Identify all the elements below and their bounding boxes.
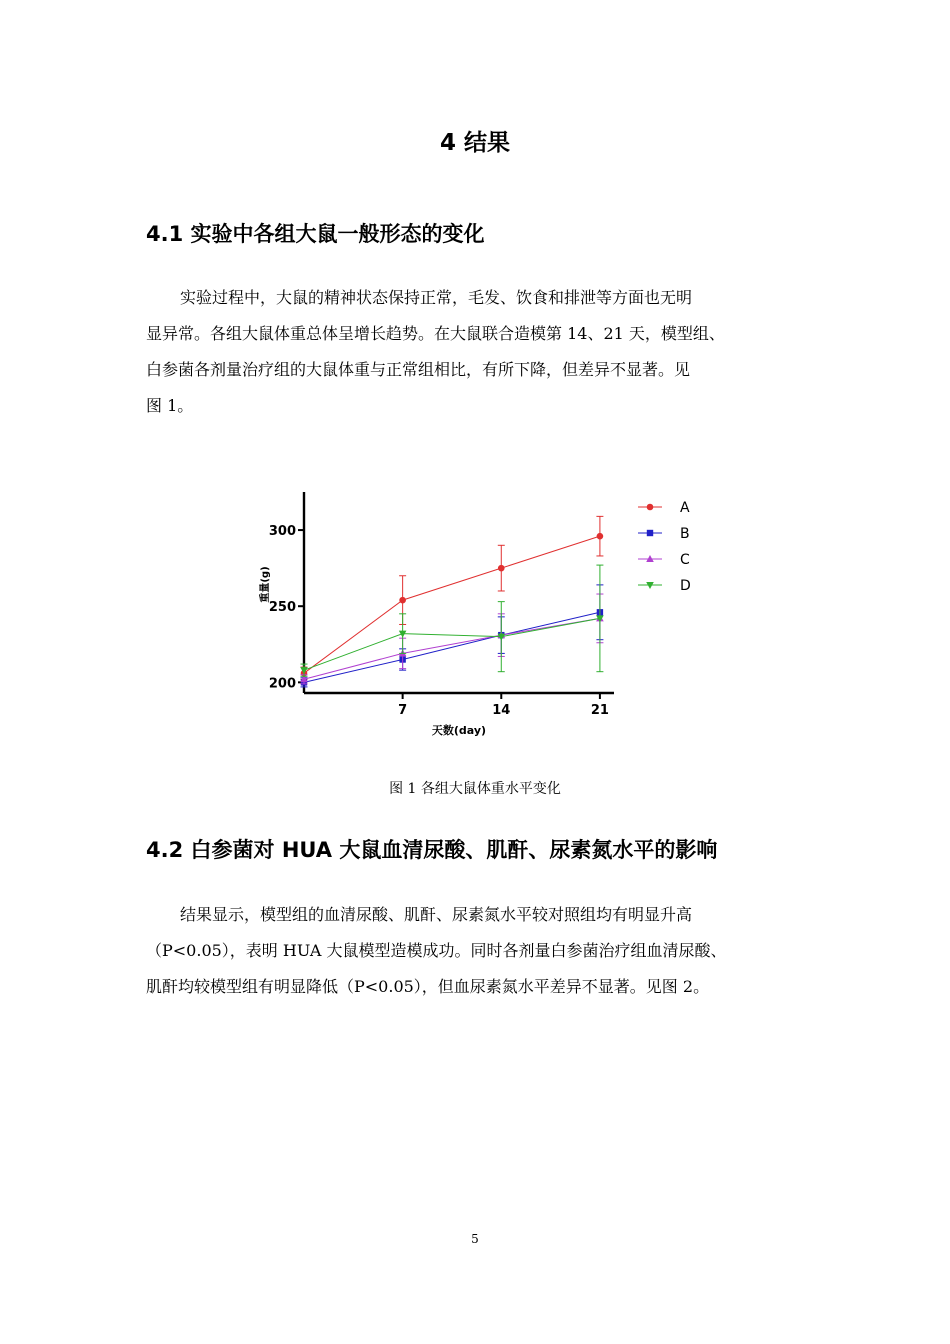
legend-marker-B xyxy=(647,530,653,536)
data-point-A xyxy=(498,565,505,572)
paragraph-line: 结果显示，模型组的血清尿酸、肌酐、尿素氮水平较对照组均有明显升高 xyxy=(180,905,693,924)
y-tick-label: 300 xyxy=(268,524,296,540)
series-line-B xyxy=(304,612,600,682)
paragraph-line: 图 1。 xyxy=(146,396,194,415)
page-number: 5 xyxy=(471,1232,479,1246)
figure-1 xyxy=(240,480,710,740)
legend-label-B: B xyxy=(680,526,690,542)
legend-label-A: A xyxy=(680,500,690,516)
y-tick-label: 200 xyxy=(268,676,296,692)
series-line-A xyxy=(304,536,600,673)
chapter-heading: 4 结果 xyxy=(439,130,510,156)
section-1-title: 4.1 实验中各组大鼠一般形态的变化 xyxy=(146,222,485,246)
section-2-paragraph xyxy=(146,897,826,1005)
section-2-title: 4.2 白参菌对 HUA 大鼠血清尿酸、肌酐、尿素氮水平的影响 xyxy=(146,838,718,862)
legend-label-C: C xyxy=(680,552,690,568)
y-tick-label: 250 xyxy=(268,600,296,616)
x-tick-label: 7 xyxy=(398,703,408,718)
data-point-A xyxy=(597,533,604,540)
x-axis-label: 天数(day) xyxy=(431,724,487,737)
y-axis-label: 重量(g) xyxy=(260,566,271,603)
section-1-paragraph xyxy=(146,280,826,424)
paragraph-line: 肌酐均较模型组有明显降低（P<0.05），但血尿素氮水平差异不显著。见图 2。 xyxy=(146,977,710,996)
paragraph-line: （P<0.05），表明 HUA 大鼠模型造模成功。同时各剂量白参菌治疗组血清尿酸、 xyxy=(146,941,727,960)
paragraph-line: 实验过程中，大鼠的精神状态保持正常，毛发、饮食和排泄等方面也无明 xyxy=(180,288,693,307)
body-weight-chart xyxy=(240,480,710,740)
legend-label-D: D xyxy=(680,578,691,594)
figure-1-caption: 图 1 各组大鼠体重水平变化 xyxy=(389,781,561,797)
x-tick-label: 21 xyxy=(590,703,609,718)
x-tick-label: 14 xyxy=(492,703,511,718)
legend-marker-A xyxy=(647,504,654,511)
paragraph-line: 白参菌各剂量治疗组的大鼠体重与正常组相比，有所下降，但差异不显著。见 xyxy=(146,360,691,379)
paragraph-line: 显异常。各组大鼠体重总体呈增长趋势。在大鼠联合造模第 14、21 天，模型组、 xyxy=(146,324,725,343)
series-line-C xyxy=(304,618,600,679)
data-point-A xyxy=(399,597,406,604)
